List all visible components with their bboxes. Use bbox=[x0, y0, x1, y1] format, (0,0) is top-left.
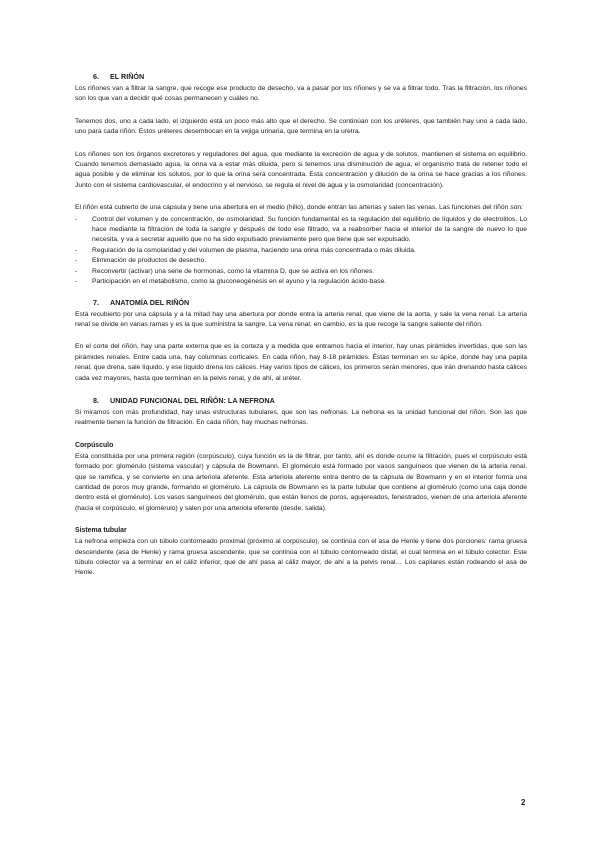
subheading-sistema-tubular: Sistema tubular bbox=[75, 527, 127, 535]
page-content bbox=[75, 72, 527, 591]
paragraph: Si miramos con más profundidad, hay unas estructuras tubulares, que son las nefronas. La nefrona es la unidad funcional del riñón. Son las que realmente tienen la función de filtración. En cada riñón, hay muchas nefronas. bbox=[75, 408, 527, 427]
list-item: - Participación en el metabolismo, como la gluconeogénesis en el ayuno y la regulación ácido-base. bbox=[75, 278, 387, 286]
subheading-corpusculo: Corpúsculo bbox=[75, 441, 114, 449]
section-title: UNIDAD FUNCIONAL DEL RIÑÓN: LA NEFRONA bbox=[110, 395, 275, 405]
paragraph: Está constituida por una primera región (corpúsculo), cuya función es la de filtrar, por tanto, ahí es donde ocurre la filtración, pues el corpúsculo está formado por: glomérulo (sistema vascular) y cápsula de Bowmann. El glomérulo está formado por vasos sanguíneos que vienen de la arteria renal, que se ramifica, y se convierte en una arteriola aferente. Esta arteriola aferente entra dentro de la cápsula de Bowmann y en el interior forma una cantidad de poros muy grande, formando el glomérulo. La cápsula de Bowmann es la parte tubular que contiene al glomérulo (como una caja donde dentro está el glomérulo). Los vasos sanguíneos del glomérulo, que están llenos de poros, agujereados, fenestrados, vienen de una arteriola aferente (hacia el corpúsculo, el glomérulo) y salen por una arteriola eferente (desde, salida). bbox=[75, 452, 527, 512]
kidney-functions-list bbox=[75, 215, 527, 288]
section-heading-nefrona bbox=[93, 396, 527, 406]
section-number: 8. bbox=[93, 395, 99, 405]
page-number: 2 bbox=[521, 798, 526, 807]
list-item: - Regulación de la osmolaridad y del volumen de plasma, haciendo una orina más concentrada o más diluida. bbox=[75, 246, 416, 254]
paragraph: En el corte del riñón, hay una parte externa que es la corteza y a medida que entramos hacia el interior, hay unas pirámides invertidas, que son las pirámides renales. Entre cada una, hay columnas corticales. En cada riñón, hay 8-18 pirámides. Éstas terminan en su ápice, donde hay una papila renal, que drena, sale líquido, y ese líquido drena los cálices. Hay varios tipos de cálices, los primeros serán menores, que irán drenando hasta cálices cada vez mayores, hasta que terminan en la pelvis renal, y de ahí, al uréter. bbox=[75, 343, 527, 382]
section-number: 7. bbox=[93, 297, 99, 307]
list-item: - Control del volumen y de concentración, de osmolaridad. Su función fundamental es la regulación del equilibrio de líquidos y de electrolitos. Lo hace mediante la filtración de toda la sangre y después de todo ese filtrado, va a reabsorber hacia el interior de la sangre de nuevo lo que necesita, y va a secretar aquello que no ha sido expulsado previamente pero que tiene que ser expulsado. bbox=[75, 215, 527, 244]
paragraph: La nefrona empieza con un túbulo contorneado proximal (próximo al corpúsculo), se continúa con el asa de Henle y tiene dos porciones: rama gruesa descendente (asa de Henle) y rama gruesa ascendente, que se continúa con el túbulo contorneado distal, el cual termina en el túbulo colector. Este túbulo colector va a terminar en el cáliz inferior, que de ahí pasa al cáliz mayor, de ahí a la pelvis renal… Los capilares están rodeando el asa de Henle. bbox=[75, 538, 527, 577]
section-number: 6. bbox=[93, 72, 99, 81]
paragraph: Tenemos dos, uno a cada lado, el izquierdo está un poco más alto que el derecho. Se continúan con los uréteres, que también hay uno a cada lado, uno para cada riñón. Estos uréteres desembocan en la vejiga urinaria, que termina en la uretra. bbox=[75, 117, 527, 136]
list-item: - Eliminación de productos de desecho. bbox=[75, 257, 207, 265]
section-title: ANATOMÍA DEL RIÑÓN bbox=[110, 297, 190, 307]
list-item: - Reconvertir (activar) una serie de hormonas, como la vitamina D, que se activa en los riñones. bbox=[75, 267, 375, 275]
section-heading-el-rinon bbox=[93, 72, 527, 82]
paragraph: Los riñones son los órganos excretores y reguladores del agua, que mediante la excreción de agua y de solutos, mantienen el sistema en equilibrio. Cuando tenemos demasiado agua, la orina va a estar más diluida, pero si tenemos una disminución de agua, el organismo trata de retener todo el agua posible y de eliminar los solutos, por lo que la orina será concentrada. Esta concentración y dilución de la orina se hace gracias a los riñones. Junto con el sistema cardiovascular, el endocrino y el nervioso, se regula el nivel de agua y la osmolaridad (concentración). bbox=[75, 150, 527, 189]
section-title: EL RIÑÓN bbox=[110, 72, 145, 81]
section-heading-anatomia bbox=[93, 298, 527, 308]
paragraph: Está recubierto por una cápsula y a la mitad hay una abertura por donde entra la arteria renal, que viene de la aorta, y sale la vena renal. La arteria renal se divide en varias ramas y es la que suministra la sangre. La vena renal, en cambio, es la que recoge la sangre saliente del riñón. bbox=[75, 310, 527, 328]
paragraph: El riñón está cubierto de una cápsula y tiene una abertura en el medio (hilio), donde entran las arterias y salen las venas. Las funciones del riñón son: bbox=[75, 204, 524, 212]
paragraph: Los riñones van a filtrar la sangre, que recoge ese producto de desecho, va a pasar por los riñones y se va a filtrar todo. Tras la filtración, los riñones son los que van a decidir qué cosas permanecen y cuáles no. bbox=[75, 85, 527, 103]
